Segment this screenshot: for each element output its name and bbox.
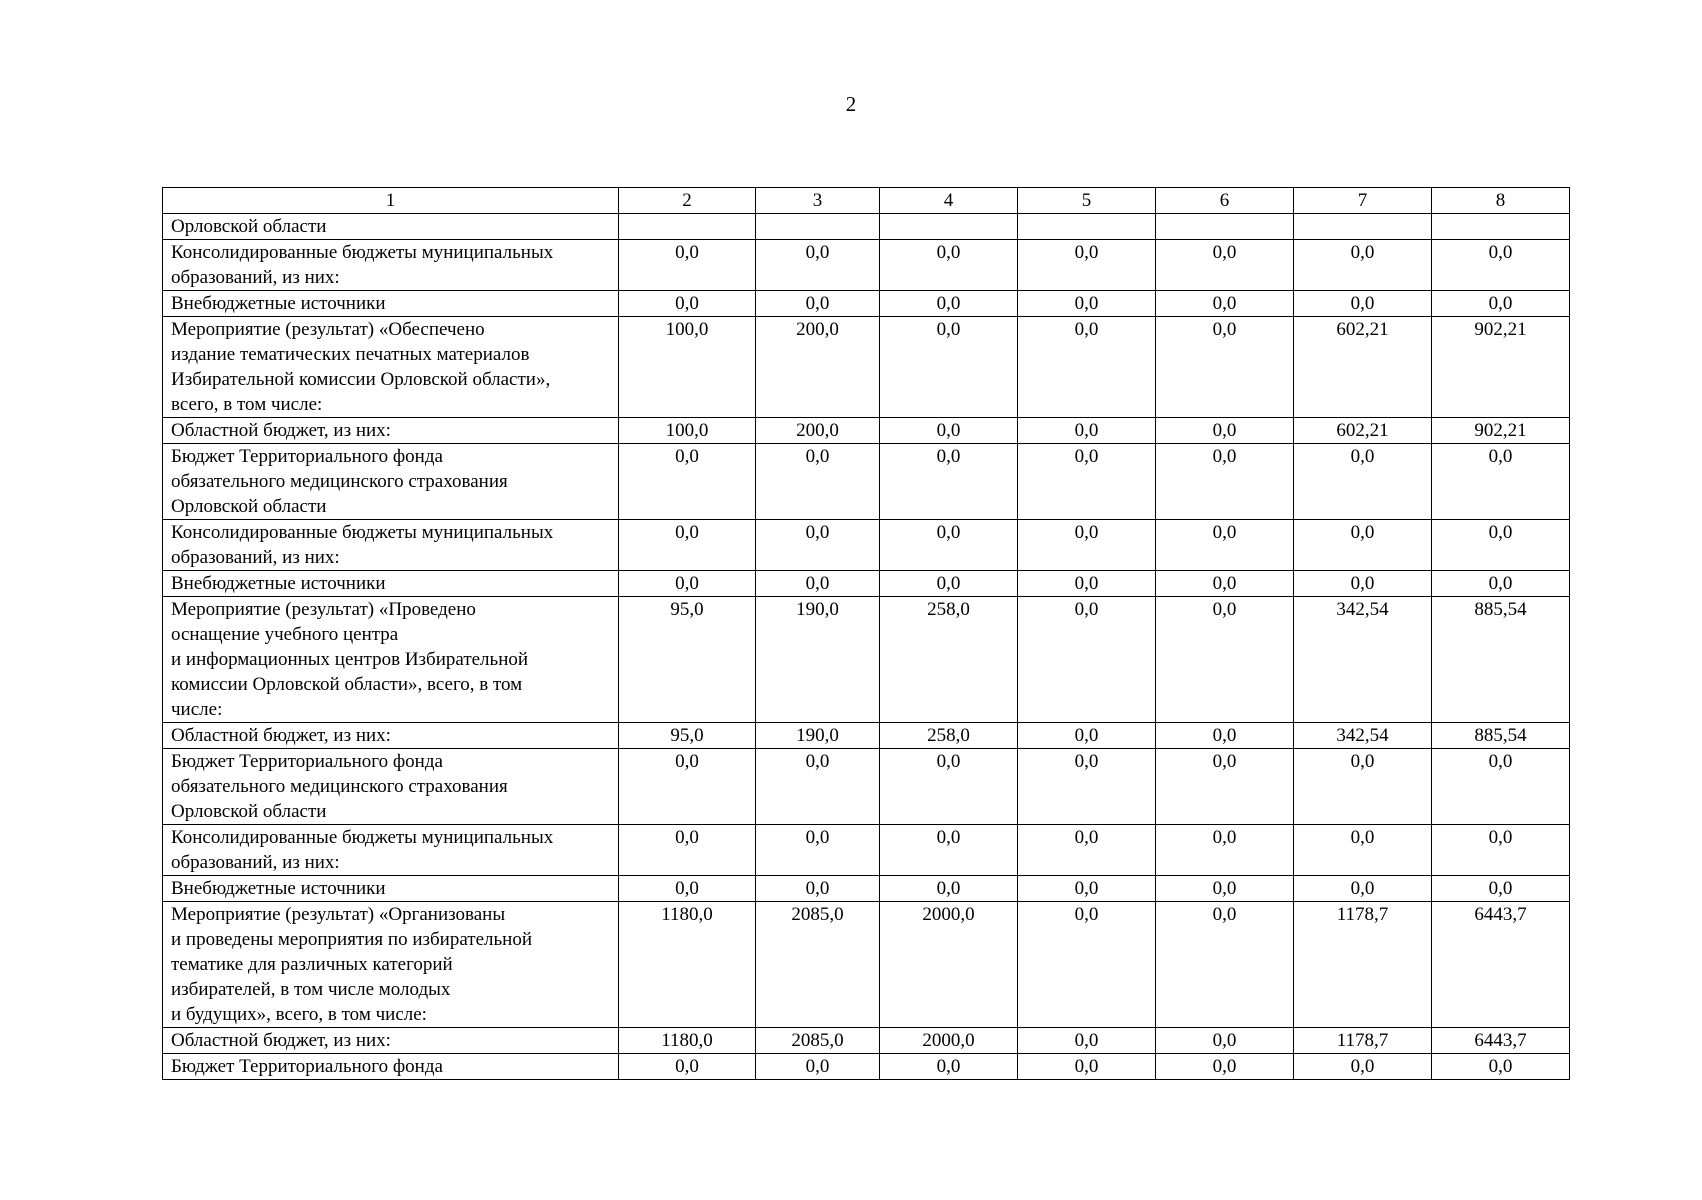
value-cell: 0,0 — [756, 444, 880, 520]
value-cell: 0,0 — [1294, 749, 1432, 825]
value-cell: 0,0 — [880, 240, 1018, 291]
value-cell: 602,21 — [1294, 418, 1432, 444]
table-row — [163, 876, 1570, 902]
value-cell: 0,0 — [1294, 876, 1432, 902]
value-cell: 258,0 — [880, 597, 1018, 723]
row-label: Бюджет Территориального фонда обязательного медицинского страхования Орловской области — [163, 444, 619, 520]
row-label: Областной бюджет, из них: — [163, 723, 619, 749]
table-row — [163, 291, 1570, 317]
value-cell: 902,21 — [1432, 317, 1570, 418]
value-cell: 0,0 — [619, 520, 756, 571]
value-cell: 0,0 — [619, 291, 756, 317]
value-cell — [1018, 214, 1156, 240]
table-row — [163, 749, 1570, 825]
row-label: Мероприятие (результат) «Обеспечено издание тематических печатных материалов Избирательной комиссии Орловской области», всего, в том числе: — [163, 317, 619, 418]
value-cell — [1156, 214, 1294, 240]
value-cell: 0,0 — [1156, 825, 1294, 876]
value-cell — [1432, 214, 1570, 240]
row-label: Консолидированные бюджеты муниципальных образований, из них: — [163, 825, 619, 876]
row-label: Бюджет Территориального фонда обязательного медицинского страхования Орловской области — [163, 749, 619, 825]
value-cell: 885,54 — [1432, 723, 1570, 749]
value-cell: 0,0 — [1156, 1028, 1294, 1054]
table-row — [163, 317, 1570, 418]
value-cell: 0,0 — [880, 571, 1018, 597]
column-header: 7 — [1294, 188, 1432, 214]
value-cell: 0,0 — [1018, 240, 1156, 291]
value-cell: 0,0 — [880, 291, 1018, 317]
row-label: Бюджет Территориального фонда — [163, 1054, 619, 1080]
value-cell: 0,0 — [1156, 723, 1294, 749]
value-cell — [1294, 214, 1432, 240]
table-body — [163, 188, 1570, 1080]
row-label: Консолидированные бюджеты муниципальных образований, из них: — [163, 520, 619, 571]
value-cell: 0,0 — [1018, 571, 1156, 597]
value-cell: 0,0 — [1018, 902, 1156, 1028]
value-cell: 0,0 — [1018, 291, 1156, 317]
value-cell — [756, 214, 880, 240]
value-cell: 95,0 — [619, 723, 756, 749]
value-cell: 0,0 — [880, 876, 1018, 902]
value-cell: 0,0 — [880, 520, 1018, 571]
value-cell: 0,0 — [1018, 597, 1156, 723]
value-cell: 0,0 — [756, 825, 880, 876]
value-cell: 0,0 — [880, 1054, 1018, 1080]
value-cell: 0,0 — [1018, 876, 1156, 902]
value-cell: 0,0 — [1432, 520, 1570, 571]
value-cell: 0,0 — [1018, 418, 1156, 444]
value-cell: 0,0 — [1018, 444, 1156, 520]
value-cell: 0,0 — [619, 825, 756, 876]
row-label: Внебюджетные источники — [163, 571, 619, 597]
column-header: 1 — [163, 188, 619, 214]
value-cell: 0,0 — [1432, 240, 1570, 291]
value-cell: 0,0 — [1294, 825, 1432, 876]
table-row — [163, 240, 1570, 291]
value-cell: 0,0 — [756, 749, 880, 825]
value-cell: 2085,0 — [756, 1028, 880, 1054]
value-cell: 0,0 — [1432, 444, 1570, 520]
value-cell: 0,0 — [1294, 1054, 1432, 1080]
value-cell: 0,0 — [1432, 825, 1570, 876]
value-cell — [880, 214, 1018, 240]
table-row — [163, 520, 1570, 571]
value-cell: 0,0 — [756, 520, 880, 571]
column-header: 6 — [1156, 188, 1294, 214]
value-cell: 0,0 — [619, 571, 756, 597]
column-header: 5 — [1018, 188, 1156, 214]
value-cell: 258,0 — [880, 723, 1018, 749]
table-row — [163, 1028, 1570, 1054]
value-cell: 95,0 — [619, 597, 756, 723]
value-cell: 0,0 — [1432, 1054, 1570, 1080]
column-header: 3 — [756, 188, 880, 214]
value-cell: 0,0 — [1156, 597, 1294, 723]
value-cell: 0,0 — [880, 444, 1018, 520]
value-cell: 1180,0 — [619, 1028, 756, 1054]
row-label: Мероприятие (результат) «Организованы и проведены мероприятия по избирательной тематике для различных категорий избирателей, в том числе молодых и будущих», всего, в том числе: — [163, 902, 619, 1028]
value-cell: 0,0 — [1018, 317, 1156, 418]
row-label: Внебюджетные источники — [163, 876, 619, 902]
table-row — [163, 214, 1570, 240]
value-cell: 2000,0 — [880, 902, 1018, 1028]
value-cell: 342,54 — [1294, 597, 1432, 723]
page-number: 2 — [845, 92, 857, 116]
value-cell: 0,0 — [1432, 749, 1570, 825]
value-cell: 0,0 — [1294, 444, 1432, 520]
value-cell: 0,0 — [1432, 876, 1570, 902]
budget-table — [162, 187, 1570, 1080]
value-cell: 0,0 — [1294, 571, 1432, 597]
value-cell: 0,0 — [1018, 723, 1156, 749]
column-header: 8 — [1432, 188, 1570, 214]
value-cell: 0,0 — [1156, 520, 1294, 571]
value-cell: 0,0 — [1294, 520, 1432, 571]
value-cell: 0,0 — [1018, 749, 1156, 825]
row-label: Областной бюджет, из них: — [163, 1028, 619, 1054]
value-cell: 190,0 — [756, 723, 880, 749]
value-cell: 0,0 — [619, 1054, 756, 1080]
value-cell: 0,0 — [880, 418, 1018, 444]
table-row — [163, 597, 1570, 723]
value-cell: 0,0 — [756, 1054, 880, 1080]
row-label: Консолидированные бюджеты муниципальных образований, из них: — [163, 240, 619, 291]
value-cell: 0,0 — [1156, 1054, 1294, 1080]
value-cell: 0,0 — [1294, 240, 1432, 291]
row-label: Орловской области — [163, 214, 619, 240]
table-row — [163, 444, 1570, 520]
value-cell: 0,0 — [619, 240, 756, 291]
value-cell: 0,0 — [756, 876, 880, 902]
table-row — [163, 571, 1570, 597]
value-cell: 602,21 — [1294, 317, 1432, 418]
table-row — [163, 723, 1570, 749]
value-cell: 2085,0 — [756, 902, 880, 1028]
table-row — [163, 418, 1570, 444]
value-cell: 0,0 — [1432, 571, 1570, 597]
value-cell: 6443,7 — [1432, 1028, 1570, 1054]
value-cell: 190,0 — [756, 597, 880, 723]
value-cell: 6443,7 — [1432, 902, 1570, 1028]
value-cell: 0,0 — [1156, 749, 1294, 825]
value-cell: 0,0 — [1156, 317, 1294, 418]
value-cell: 0,0 — [1432, 291, 1570, 317]
table-row — [163, 902, 1570, 1028]
value-cell: 100,0 — [619, 317, 756, 418]
value-cell: 0,0 — [1156, 240, 1294, 291]
header-row — [163, 188, 1570, 214]
value-cell: 1178,7 — [1294, 1028, 1432, 1054]
value-cell — [619, 214, 756, 240]
value-cell: 342,54 — [1294, 723, 1432, 749]
value-cell: 0,0 — [756, 240, 880, 291]
value-cell: 2000,0 — [880, 1028, 1018, 1054]
value-cell: 0,0 — [880, 825, 1018, 876]
value-cell: 885,54 — [1432, 597, 1570, 723]
value-cell: 0,0 — [1018, 825, 1156, 876]
value-cell: 0,0 — [1018, 1028, 1156, 1054]
value-cell: 100,0 — [619, 418, 756, 444]
value-cell: 0,0 — [756, 571, 880, 597]
table-row — [163, 1054, 1570, 1080]
value-cell: 1180,0 — [619, 902, 756, 1028]
value-cell: 0,0 — [619, 444, 756, 520]
value-cell: 0,0 — [1018, 520, 1156, 571]
value-cell: 0,0 — [1156, 418, 1294, 444]
value-cell: 0,0 — [880, 317, 1018, 418]
value-cell: 0,0 — [1156, 876, 1294, 902]
value-cell: 0,0 — [1156, 902, 1294, 1028]
value-cell: 0,0 — [1156, 444, 1294, 520]
value-cell: 200,0 — [756, 317, 880, 418]
value-cell: 200,0 — [756, 418, 880, 444]
row-label: Внебюджетные источники — [163, 291, 619, 317]
value-cell: 902,21 — [1432, 418, 1570, 444]
column-header: 2 — [619, 188, 756, 214]
value-cell: 0,0 — [1018, 1054, 1156, 1080]
value-cell: 0,0 — [1294, 291, 1432, 317]
table-row — [163, 825, 1570, 876]
value-cell: 0,0 — [619, 749, 756, 825]
value-cell: 0,0 — [1156, 291, 1294, 317]
value-cell: 0,0 — [756, 291, 880, 317]
value-cell: 0,0 — [619, 876, 756, 902]
row-label: Областной бюджет, из них: — [163, 418, 619, 444]
value-cell: 0,0 — [1156, 571, 1294, 597]
value-cell: 1178,7 — [1294, 902, 1432, 1028]
column-header: 4 — [880, 188, 1018, 214]
row-label: Мероприятие (результат) «Проведено оснащение учебного центра и информационных центров Избирательной комиссии Орловской области», всего, в том числе: — [163, 597, 619, 723]
value-cell: 0,0 — [880, 749, 1018, 825]
